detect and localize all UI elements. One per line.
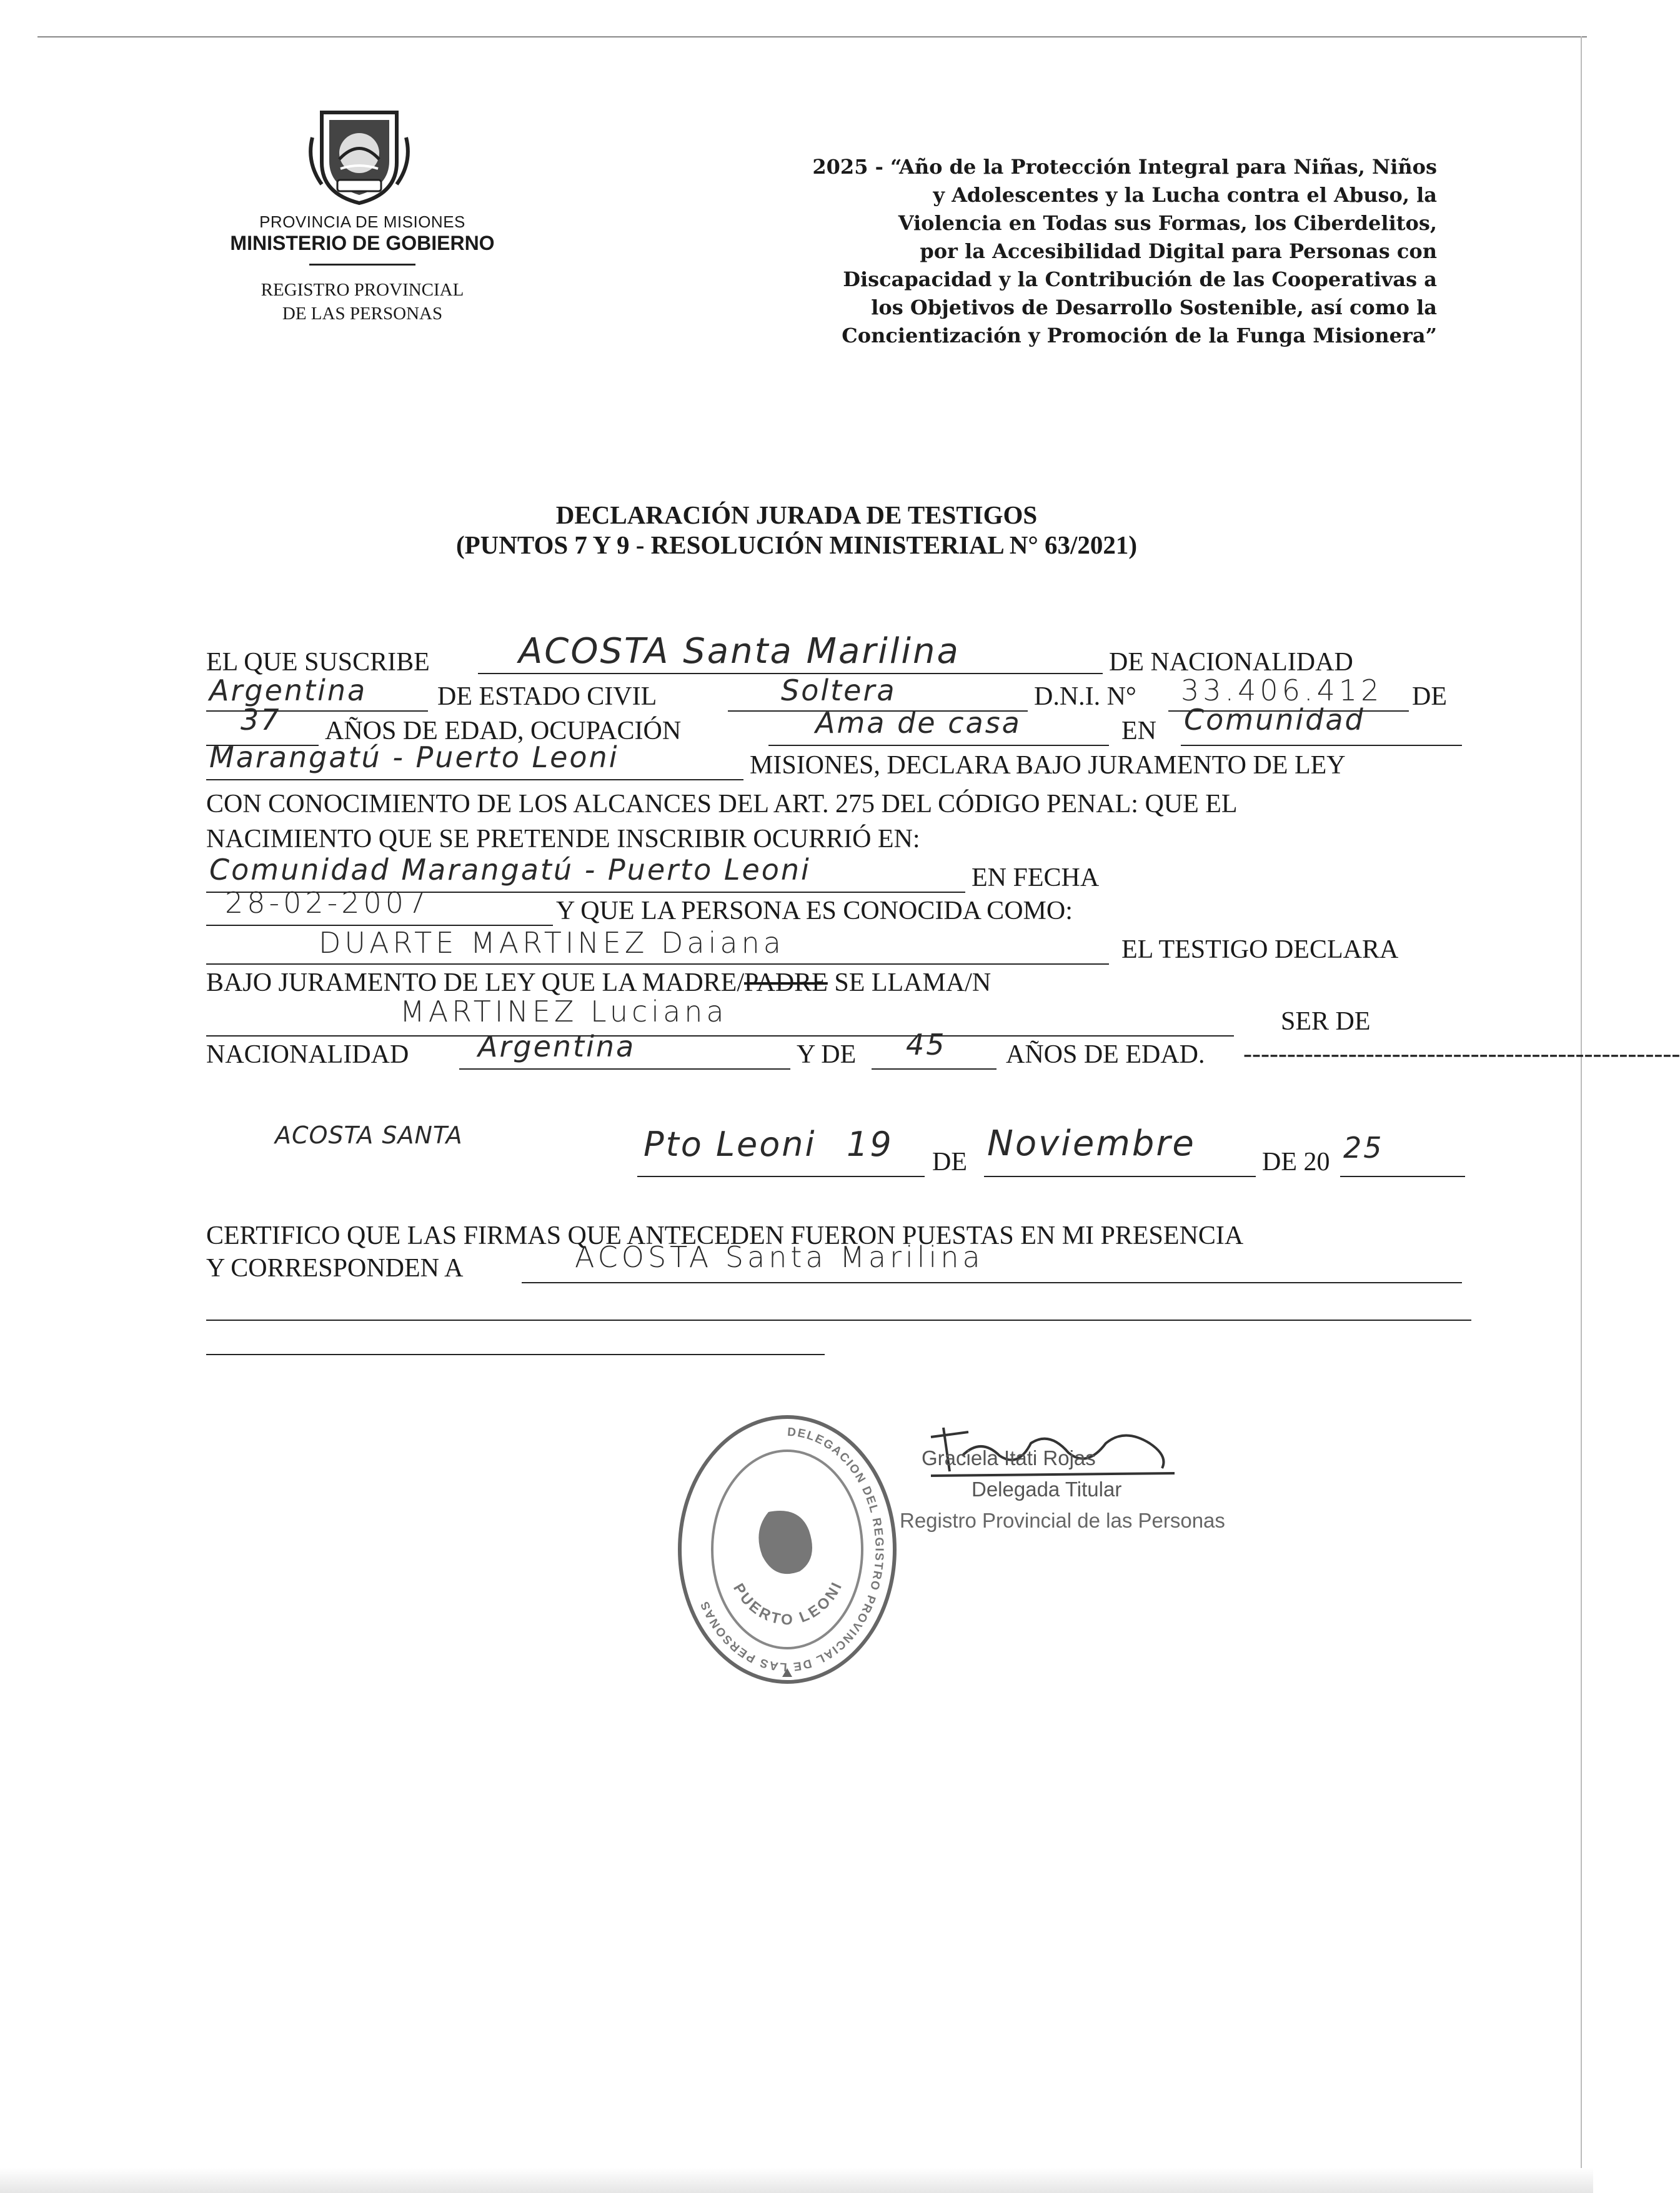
label-dni: D.N.I. N° (1034, 682, 1136, 711)
title-line-2: (PUNTOS 7 Y 9 - RESOLUCIÓN MINISTERIAL N° 63/2021) (455, 530, 1138, 559)
motto-line: Violencia en Todas sus Formas, los Ciberdelitos, (898, 211, 1437, 235)
province-seal-logo (303, 100, 415, 206)
motto-line: 2025 - “Año de la Protección Integral para Niñas, Niños (812, 155, 1437, 179)
age-value: 37 (241, 703, 281, 737)
date-place-value: Pto Leoni (644, 1125, 817, 1164)
registry-line-1: REGISTRO PROVINCIAL (261, 280, 464, 300)
occupation-value: Ama de casa (815, 706, 1021, 740)
motto-line: Discapacidad y la Contribución de las Cooperativas a (843, 267, 1437, 291)
svg-text:PUERTO LEONI (730, 1578, 847, 1629)
mother-name-value: MARTINEZ Luciana (400, 995, 728, 1028)
birth-place-value: Comunidad Marangatú - Puerto Leoni (209, 853, 811, 887)
known-as-value: DUARTE MARTINEZ Daiana (319, 926, 785, 960)
padre-struck: PADRE (744, 968, 828, 997)
text-nacimiento: NACIMIENTO QUE SE PRETENDE INSCRIBIR OCURRIÓ EN: (206, 825, 920, 853)
label-nacionalidad: NACIONALIDAD (206, 1040, 409, 1069)
label-de-year: DE 20 (1262, 1148, 1330, 1176)
dni-value: 33.406.412 (1181, 674, 1383, 707)
label-en: EN (1121, 717, 1156, 745)
label-el-testigo-declara: EL TESTIGO DECLARA (1121, 935, 1399, 964)
label-anos-de-edad: AÑOS DE EDAD. (1006, 1040, 1205, 1069)
witness-nationality-value: Argentina (209, 674, 367, 707)
text-bajo-juramento (206, 967, 991, 998)
page-top-edge (37, 36, 1587, 37)
label-de-month: DE (932, 1148, 967, 1176)
filler-dashes: -------------------------------------------------- (1243, 1040, 1680, 1068)
motto-line: Concientización y Promoción de la Funga Misionera” (842, 324, 1437, 347)
label-de: DE (1412, 682, 1447, 711)
label-de-nacionalidad: DE NACIONALIDAD (1109, 648, 1353, 677)
label-de-estado-civil: DE ESTADO CIVIL (437, 682, 657, 711)
page-bottom-shadow (0, 2168, 1593, 2193)
place-value-1: Comunidad (1184, 703, 1365, 737)
year-motto (675, 153, 1437, 350)
text-con-conocimiento: CON CONOCIMIENTO DE LOS ALCANCES DEL ART. 275 DEL CÓDIGO PENAL: QUE EL (206, 790, 1238, 818)
label-y-que-la-persona: Y QUE LA PERSONA ES CONOCIDA COMO: (556, 897, 1073, 925)
stamp-ring-text: DELEGACION DEL REGISTRO PROVINCIAL DE LAS PERSONAS (698, 1425, 886, 1674)
label-y-corresponden: Y CORRESPONDEN A (206, 1254, 464, 1283)
bajo-juramento-prefix: BAJO JURAMENTO DE LEY QUE LA MADRE/ (206, 968, 744, 997)
header-institution (206, 212, 519, 326)
registry-stamp (675, 1412, 900, 1687)
date-year-value: 25 (1343, 1131, 1384, 1165)
label-anos-ocupacion: AÑOS DE EDAD, OCUPACIÓN (325, 717, 682, 745)
motto-line: por la Accesibilidad Digital para Personas con (920, 239, 1437, 263)
label-misiones-declara: MISIONES, DECLARA BAJO JURAMENTO DE LEY (750, 751, 1346, 780)
se-llaman: SE LLAMA/N (827, 968, 992, 997)
label-en-fecha: EN FECHA (972, 863, 1100, 892)
corresponds-to-value: ACOSTA Santa Marilina (575, 1240, 984, 1274)
date-month-value: Noviembre (987, 1123, 1196, 1164)
witness-signature: ACOSTA SANTA (275, 1121, 463, 1149)
witness-name-value: ACOSTA Santa Marilina (519, 631, 960, 672)
place-value-2: Marangatú - Puerto Leoni (209, 740, 619, 774)
stamp-inner-text: PUERTO LEONI (730, 1578, 847, 1629)
signer-role: Delegada Titular (972, 1478, 1122, 1501)
page-right-edge (1581, 36, 1582, 2173)
extra-line-1[interactable] (206, 1287, 1471, 1321)
title-line-1: DECLARACIÓN JURADA DE TESTIGOS (555, 500, 1038, 529)
mother-nationality-value: Argentina (478, 1030, 636, 1063)
ministry-name: MINISTERIO DE GOBIERNO (230, 232, 495, 254)
label-y-de: Y DE (797, 1040, 857, 1069)
civil-status-value: Soltera (781, 674, 897, 707)
birth-date-value: 28-02-2007 (225, 886, 430, 920)
document-title (0, 500, 1593, 560)
label-el-que-suscribe: EL QUE SUSCRIBE (206, 648, 430, 677)
motto-line: y Adolescentes y la Lucha contra el Abuso, la (933, 183, 1437, 207)
motto-line: los Objetivos de Desarrollo Sostenible, así como la (871, 296, 1437, 319)
mother-age-value: 45 (906, 1028, 947, 1062)
signer-name: Graciela Itati Rojas (922, 1446, 1096, 1469)
extra-line-2[interactable] (206, 1321, 825, 1355)
text-certifico: CERTIFICO QUE LAS FIRMAS QUE ANTECEDEN FUERON PUESTAS EN MI PRESENCIA (206, 1221, 1244, 1250)
header-divider (309, 264, 415, 266)
signer-office: Registro Provincial de las Personas (900, 1509, 1225, 1532)
date-day-value: 19 (847, 1125, 893, 1164)
registry-line-2: DE LAS PERSONAS (282, 304, 443, 324)
label-ser-de: SER DE (1281, 1007, 1371, 1036)
province-name: PROVINCIA DE MISIONES (259, 212, 465, 231)
